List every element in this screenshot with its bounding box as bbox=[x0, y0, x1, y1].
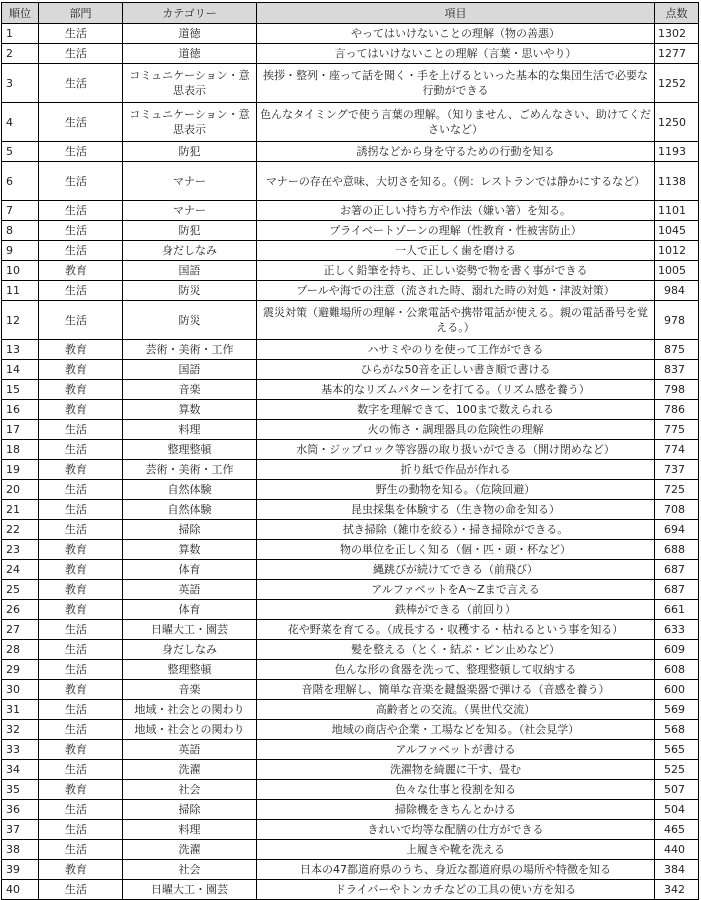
division-cell: 生活 bbox=[39, 221, 123, 241]
item-cell: ひらがな50音を正しい書き順で書ける bbox=[257, 360, 655, 380]
category-cell: 防犯 bbox=[123, 142, 257, 162]
table-row bbox=[2, 480, 699, 500]
category-cell: 芸術・美術・工作 bbox=[123, 340, 257, 360]
item-cell: やってはいけないことの理解（物の善悪） bbox=[257, 24, 655, 44]
points-cell: 384 bbox=[655, 860, 699, 880]
division-cell: 生活 bbox=[39, 420, 123, 440]
points-cell: 1250 bbox=[655, 103, 699, 142]
ranking-table bbox=[1, 2, 699, 900]
division-cell: 生活 bbox=[39, 840, 123, 860]
header-category: カテゴリー bbox=[123, 3, 257, 24]
rank-cell: 1 bbox=[2, 24, 39, 44]
division-cell: 生活 bbox=[39, 241, 123, 261]
points-cell: 633 bbox=[655, 620, 699, 640]
category-cell: 英語 bbox=[123, 580, 257, 600]
division-cell: 生活 bbox=[39, 281, 123, 301]
rank-cell: 22 bbox=[2, 520, 39, 540]
rank-cell: 8 bbox=[2, 221, 39, 241]
item-cell: お箸の正しい持ち方や作法（嫌い箸）を知る。 bbox=[257, 201, 655, 221]
points-cell: 687 bbox=[655, 580, 699, 600]
table-row bbox=[2, 103, 699, 142]
table-row bbox=[2, 500, 699, 520]
points-cell: 1101 bbox=[655, 201, 699, 221]
points-cell: 568 bbox=[655, 720, 699, 740]
points-cell: 774 bbox=[655, 440, 699, 460]
category-cell: 英語 bbox=[123, 740, 257, 760]
category-cell: 防災 bbox=[123, 301, 257, 340]
table-body bbox=[2, 24, 699, 900]
item-cell: 火の怖さ・調理器具の危険性の理解 bbox=[257, 420, 655, 440]
division-cell: 生活 bbox=[39, 500, 123, 520]
division-cell: 生活 bbox=[39, 660, 123, 680]
points-cell: 565 bbox=[655, 740, 699, 760]
table-row bbox=[2, 281, 699, 301]
division-cell: 教育 bbox=[39, 740, 123, 760]
points-cell: 725 bbox=[655, 480, 699, 500]
category-cell: 社会 bbox=[123, 860, 257, 880]
rank-cell: 11 bbox=[2, 281, 39, 301]
division-cell: 教育 bbox=[39, 380, 123, 400]
category-cell: 防犯 bbox=[123, 221, 257, 241]
points-cell: 694 bbox=[655, 520, 699, 540]
rank-cell: 29 bbox=[2, 660, 39, 680]
table-row bbox=[2, 820, 699, 840]
rank-cell: 26 bbox=[2, 600, 39, 620]
points-cell: 609 bbox=[655, 640, 699, 660]
category-cell: 地域・社会との関わり bbox=[123, 720, 257, 740]
category-cell: 音楽 bbox=[123, 380, 257, 400]
points-cell: 798 bbox=[655, 380, 699, 400]
points-cell: 708 bbox=[655, 500, 699, 520]
rank-cell: 17 bbox=[2, 420, 39, 440]
item-cell: 色んなタイミングで使う言葉の理解。（知りません、ごめんなさい、助けてくださいなど） bbox=[257, 103, 655, 142]
item-cell: 一人で正しく歯を磨ける bbox=[257, 241, 655, 261]
table-row bbox=[2, 162, 699, 201]
rank-cell: 15 bbox=[2, 380, 39, 400]
points-cell: 875 bbox=[655, 340, 699, 360]
category-cell: 洗濯 bbox=[123, 760, 257, 780]
table-row bbox=[2, 301, 699, 340]
item-cell: 言ってはいけないことの理解（言葉・思いやり） bbox=[257, 44, 655, 64]
points-cell: 661 bbox=[655, 600, 699, 620]
item-cell: 色々な仕事と役割を知る bbox=[257, 780, 655, 800]
item-cell: 色んな形の食器を洗って、整理整頓して収納する bbox=[257, 660, 655, 680]
division-cell: 生活 bbox=[39, 201, 123, 221]
rank-cell: 40 bbox=[2, 880, 39, 900]
points-cell: 1252 bbox=[655, 64, 699, 103]
item-cell: 震災対策（避難場所の理解・公衆電話や携帯電話が使える。親の電話番号を覚える。） bbox=[257, 301, 655, 340]
item-cell: 挨拶・整列・座って話を聞く・手を上げるといった基本的な集団生活で必要な行動ができる bbox=[257, 64, 655, 103]
item-cell: 高齢者との交流。（異世代交流） bbox=[257, 700, 655, 720]
item-cell: 折り紙で作品が作れる bbox=[257, 460, 655, 480]
category-cell: 自然体験 bbox=[123, 500, 257, 520]
division-cell: 生活 bbox=[39, 24, 123, 44]
category-cell: 算数 bbox=[123, 540, 257, 560]
category-cell: 社会 bbox=[123, 780, 257, 800]
table-row bbox=[2, 800, 699, 820]
category-cell: 整理整頓 bbox=[123, 660, 257, 680]
rank-cell: 14 bbox=[2, 360, 39, 380]
item-cell: 日本の47都道府県のうち、身近な都道府県の場所や特徴を知る bbox=[257, 860, 655, 880]
table-row bbox=[2, 720, 699, 740]
table-row bbox=[2, 201, 699, 221]
division-cell: 教育 bbox=[39, 600, 123, 620]
item-cell: プールや海での注意（流された時、溺れた時の対処・津波対策） bbox=[257, 281, 655, 301]
points-cell: 688 bbox=[655, 540, 699, 560]
item-cell: 水筒・ジップロック等容器の取り扱いができる（開け閉めなど） bbox=[257, 440, 655, 460]
division-cell: 教育 bbox=[39, 540, 123, 560]
category-cell: 日曜大工・園芸 bbox=[123, 620, 257, 640]
division-cell: 教育 bbox=[39, 400, 123, 420]
item-cell: 掃除機をきちんとかける bbox=[257, 800, 655, 820]
rank-cell: 10 bbox=[2, 261, 39, 281]
category-cell: 身だしなみ bbox=[123, 640, 257, 660]
rank-cell: 38 bbox=[2, 840, 39, 860]
table-row bbox=[2, 680, 699, 700]
points-cell: 687 bbox=[655, 560, 699, 580]
category-cell: 身だしなみ bbox=[123, 241, 257, 261]
item-cell: 物の単位を正しく知る（個・匹・頭・杯など） bbox=[257, 540, 655, 560]
table-row bbox=[2, 600, 699, 620]
table-row bbox=[2, 420, 699, 440]
item-cell: アルファベットをA～Zまで言える bbox=[257, 580, 655, 600]
division-cell: 教育 bbox=[39, 360, 123, 380]
division-cell: 生活 bbox=[39, 103, 123, 142]
points-cell: 525 bbox=[655, 760, 699, 780]
category-cell: 料理 bbox=[123, 420, 257, 440]
division-cell: 生活 bbox=[39, 44, 123, 64]
item-cell: 正しく鉛筆を持ち、正しい姿勢で物を書く事ができる bbox=[257, 261, 655, 281]
points-cell: 569 bbox=[655, 700, 699, 720]
division-cell: 生活 bbox=[39, 64, 123, 103]
division-cell: 教育 bbox=[39, 460, 123, 480]
table-row bbox=[2, 460, 699, 480]
table-row bbox=[2, 840, 699, 860]
division-cell: 生活 bbox=[39, 760, 123, 780]
rank-cell: 19 bbox=[2, 460, 39, 480]
points-cell: 608 bbox=[655, 660, 699, 680]
division-cell: 生活 bbox=[39, 142, 123, 162]
points-cell: 978 bbox=[655, 301, 699, 340]
item-cell: 上履きや靴を洗える bbox=[257, 840, 655, 860]
item-cell: プライベートゾーンの理解（性教育・性被害防止） bbox=[257, 221, 655, 241]
points-cell: 1193 bbox=[655, 142, 699, 162]
item-cell: 野生の動物を知る。（危険回避） bbox=[257, 480, 655, 500]
header-division: 部門 bbox=[39, 3, 123, 24]
table-row bbox=[2, 780, 699, 800]
rank-cell: 13 bbox=[2, 340, 39, 360]
table-row bbox=[2, 540, 699, 560]
table-row bbox=[2, 340, 699, 360]
category-cell: 国語 bbox=[123, 261, 257, 281]
division-cell: 生活 bbox=[39, 162, 123, 201]
division-cell: 生活 bbox=[39, 880, 123, 900]
table-row bbox=[2, 241, 699, 261]
division-cell: 生活 bbox=[39, 800, 123, 820]
table-row bbox=[2, 142, 699, 162]
category-cell: 音楽 bbox=[123, 680, 257, 700]
item-cell: ドライバーやトンカチなどの工具の使い方を知る bbox=[257, 880, 655, 900]
points-cell: 1277 bbox=[655, 44, 699, 64]
header-row bbox=[2, 3, 699, 24]
table-row bbox=[2, 261, 699, 281]
rank-cell: 31 bbox=[2, 700, 39, 720]
division-cell: 教育 bbox=[39, 560, 123, 580]
category-cell: 整理整頓 bbox=[123, 440, 257, 460]
division-cell: 教育 bbox=[39, 780, 123, 800]
rank-cell: 7 bbox=[2, 201, 39, 221]
rank-cell: 23 bbox=[2, 540, 39, 560]
category-cell: 掃除 bbox=[123, 800, 257, 820]
table-row bbox=[2, 880, 699, 900]
table-row bbox=[2, 740, 699, 760]
points-cell: 1012 bbox=[655, 241, 699, 261]
rank-cell: 18 bbox=[2, 440, 39, 460]
category-cell: 道徳 bbox=[123, 24, 257, 44]
item-cell: 誘拐などから身を守るための行動を知る bbox=[257, 142, 655, 162]
points-cell: 504 bbox=[655, 800, 699, 820]
division-cell: 生活 bbox=[39, 620, 123, 640]
table-row bbox=[2, 620, 699, 640]
table-row bbox=[2, 700, 699, 720]
category-cell: 算数 bbox=[123, 400, 257, 420]
points-cell: 1302 bbox=[655, 24, 699, 44]
rank-cell: 21 bbox=[2, 500, 39, 520]
points-cell: 600 bbox=[655, 680, 699, 700]
division-cell: 生活 bbox=[39, 640, 123, 660]
rank-cell: 5 bbox=[2, 142, 39, 162]
division-cell: 教育 bbox=[39, 680, 123, 700]
division-cell: 教育 bbox=[39, 340, 123, 360]
points-cell: 507 bbox=[655, 780, 699, 800]
item-cell: 地域の商店や企業・工場などを知る。（社会見学） bbox=[257, 720, 655, 740]
item-cell: ハサミやのりを使って工作ができる bbox=[257, 340, 655, 360]
table-row bbox=[2, 520, 699, 540]
item-cell: 花や野菜を育てる。（成長する・収穫する・枯れるという事を知る） bbox=[257, 620, 655, 640]
table-row bbox=[2, 44, 699, 64]
points-cell: 1005 bbox=[655, 261, 699, 281]
rank-cell: 3 bbox=[2, 64, 39, 103]
category-cell: マナー bbox=[123, 201, 257, 221]
rank-cell: 16 bbox=[2, 400, 39, 420]
rank-cell: 28 bbox=[2, 640, 39, 660]
item-cell: 洗濯物を綺麗に干す、畳む bbox=[257, 760, 655, 780]
item-cell: 髪を整える（とく・結ぶ・ピン止めなど） bbox=[257, 640, 655, 660]
division-cell: 教育 bbox=[39, 580, 123, 600]
item-cell: きれいで均等な配膳の仕方ができる bbox=[257, 820, 655, 840]
rank-cell: 4 bbox=[2, 103, 39, 142]
header-points: 点数 bbox=[655, 3, 699, 24]
points-cell: 984 bbox=[655, 281, 699, 301]
table-row bbox=[2, 560, 699, 580]
table-row bbox=[2, 860, 699, 880]
category-cell: 洗濯 bbox=[123, 840, 257, 860]
category-cell: 防災 bbox=[123, 281, 257, 301]
item-cell: 基本的なリズムパターンを打てる。（リズム感を養う） bbox=[257, 380, 655, 400]
table-row bbox=[2, 64, 699, 103]
rank-cell: 27 bbox=[2, 620, 39, 640]
division-cell: 生活 bbox=[39, 301, 123, 340]
rank-cell: 6 bbox=[2, 162, 39, 201]
division-cell: 生活 bbox=[39, 820, 123, 840]
category-cell: コミュニケーション・意思表示 bbox=[123, 103, 257, 142]
table-row bbox=[2, 400, 699, 420]
item-cell: 音階を理解し、簡単な音楽を鍵盤楽器で弾ける（音感を養う） bbox=[257, 680, 655, 700]
category-cell: コミュニケーション・意思表示 bbox=[123, 64, 257, 103]
item-cell: 昆虫採集を体験する（生き物の命を知る） bbox=[257, 500, 655, 520]
rank-cell: 9 bbox=[2, 241, 39, 261]
rank-cell: 35 bbox=[2, 780, 39, 800]
points-cell: 440 bbox=[655, 840, 699, 860]
table-row bbox=[2, 221, 699, 241]
points-cell: 465 bbox=[655, 820, 699, 840]
category-cell: 料理 bbox=[123, 820, 257, 840]
division-cell: 教育 bbox=[39, 261, 123, 281]
points-cell: 737 bbox=[655, 460, 699, 480]
rank-cell: 20 bbox=[2, 480, 39, 500]
category-cell: 芸術・美術・工作 bbox=[123, 460, 257, 480]
rank-cell: 34 bbox=[2, 760, 39, 780]
category-cell: 掃除 bbox=[123, 520, 257, 540]
header-rank: 順位 bbox=[2, 3, 39, 24]
rank-cell: 36 bbox=[2, 800, 39, 820]
item-cell: マナーの存在や意味、大切さを知る。（例：レストランでは静かにするなど） bbox=[257, 162, 655, 201]
category-cell: 体育 bbox=[123, 560, 257, 580]
category-cell: 自然体験 bbox=[123, 480, 257, 500]
rank-cell: 12 bbox=[2, 301, 39, 340]
rank-cell: 2 bbox=[2, 44, 39, 64]
table-row bbox=[2, 760, 699, 780]
table-row bbox=[2, 640, 699, 660]
points-cell: 775 bbox=[655, 420, 699, 440]
item-cell: 数字を理解できて、100まで数えられる bbox=[257, 400, 655, 420]
table-row bbox=[2, 24, 699, 44]
category-cell: 道徳 bbox=[123, 44, 257, 64]
rank-cell: 25 bbox=[2, 580, 39, 600]
table-row bbox=[2, 440, 699, 460]
division-cell: 生活 bbox=[39, 480, 123, 500]
rank-cell: 32 bbox=[2, 720, 39, 740]
table-row bbox=[2, 660, 699, 680]
category-cell: 国語 bbox=[123, 360, 257, 380]
table-row bbox=[2, 580, 699, 600]
points-cell: 786 bbox=[655, 400, 699, 420]
division-cell: 生活 bbox=[39, 720, 123, 740]
category-cell: 地域・社会との関わり bbox=[123, 700, 257, 720]
category-cell: 日曜大工・園芸 bbox=[123, 880, 257, 900]
points-cell: 1138 bbox=[655, 162, 699, 201]
rank-cell: 24 bbox=[2, 560, 39, 580]
rank-cell: 30 bbox=[2, 680, 39, 700]
rank-cell: 39 bbox=[2, 860, 39, 880]
points-cell: 342 bbox=[655, 880, 699, 900]
division-cell: 生活 bbox=[39, 700, 123, 720]
item-cell: 縄跳びが続けてできる（前飛び） bbox=[257, 560, 655, 580]
division-cell: 生活 bbox=[39, 520, 123, 540]
table-row bbox=[2, 360, 699, 380]
category-cell: マナー bbox=[123, 162, 257, 201]
points-cell: 1045 bbox=[655, 221, 699, 241]
table-row bbox=[2, 380, 699, 400]
rank-cell: 37 bbox=[2, 820, 39, 840]
rank-cell: 33 bbox=[2, 740, 39, 760]
division-cell: 生活 bbox=[39, 440, 123, 460]
header-item: 項目 bbox=[257, 3, 655, 24]
division-cell: 教育 bbox=[39, 860, 123, 880]
item-cell: アルファベットが書ける bbox=[257, 740, 655, 760]
points-cell: 837 bbox=[655, 360, 699, 380]
item-cell: 拭き掃除（雑巾を絞る）・掃き掃除ができる。 bbox=[257, 520, 655, 540]
category-cell: 体育 bbox=[123, 600, 257, 620]
item-cell: 鉄棒ができる（前回り） bbox=[257, 600, 655, 620]
